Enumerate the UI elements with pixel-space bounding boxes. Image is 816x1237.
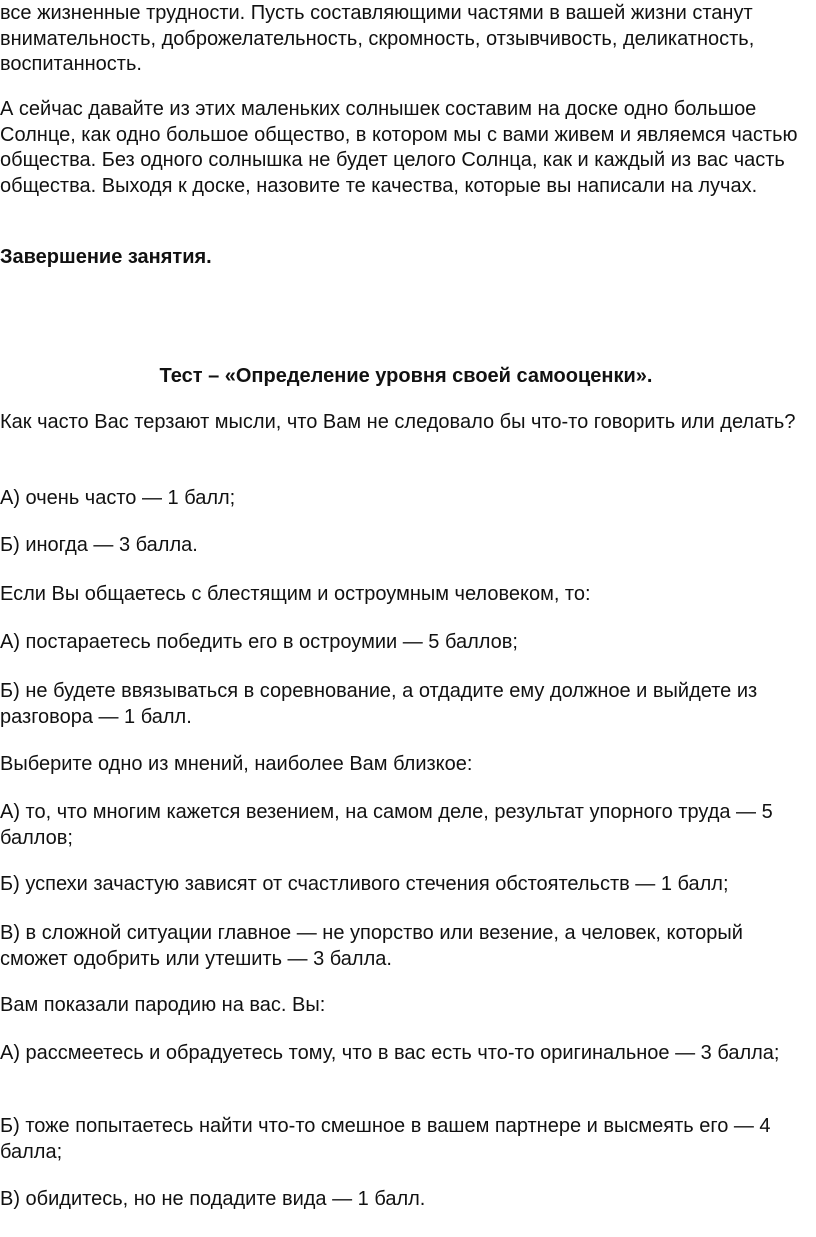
q3-question: Выберите одно из мнений, наиболее Вам близкое: [0,753,473,775]
q4-answer-a: А) рассмеетесь и обрадуетесь тому, что в вас есть что-то оригинальное — 3 балла; [0,1042,780,1064]
q3-answer-b: Б) успехи зачастую зависят от счастливого стечения обстоятельств — 1 балл; [0,873,729,895]
q3-answer-c: В) в сложной ситуации главное — не упорство или везение, а человек, который сможет одобрить или утешить — 3 балла. [0,922,743,970]
q1-answer-b: Б) иногда — 3 балла. [0,534,198,556]
q1-answer-a: А) очень часто — 1 балл; [0,487,236,509]
q2-answer-a: А) постараетесь победить его в остроумии — 5 баллов; [0,631,518,653]
q4-answer-b: Б) тоже попытаетесь найти что-то смешное в вашем партнере и высмеять его — 4 балла; [0,1115,771,1163]
q2-question: Если Вы общаетесь с блестящим и остроумным человеком, то: [0,583,591,605]
intro-continuation-paragraph: все жизненные трудности. Пусть составляющими частями в вашей жизни станут внимательность, доброжелательность, скромность, отзывчивость, деликатность, воспитанность. [0,2,755,75]
q4-question: Вам показали пародию на вас. Вы: [0,994,326,1016]
q1-question: Как часто Вас терзают мысли, что Вам не следовало бы что-то говорить или делать? [0,411,796,433]
q3-answer-a: А) то, что многим кажется везением, на самом деле, результат упорного труда — 5 баллов; [0,801,773,849]
closing-heading: Завершение занятия. [0,246,212,268]
sun-paragraph: А сейчас давайте из этих маленьких солнышек составим на доске одно большое Солнце, как одно большое общество, в котором мы с вами живем и являемся частью общества. Без одного солнышка не будет целого Солнца, как и каждый из вас часть общества. Выходя к доске, назовите те качества, которые вы написали на лучах. [0,98,798,197]
test-title: Тест – «Определение уровня своей самооценки». [159,365,653,387]
q2-answer-b: Б) не будете ввязываться в соревнование, а отдадите ему должное и выйдете из разговора — 1 балл. [0,680,758,728]
q4-answer-c: В) обидитесь, но не подадите вида — 1 балл. [0,1188,426,1210]
